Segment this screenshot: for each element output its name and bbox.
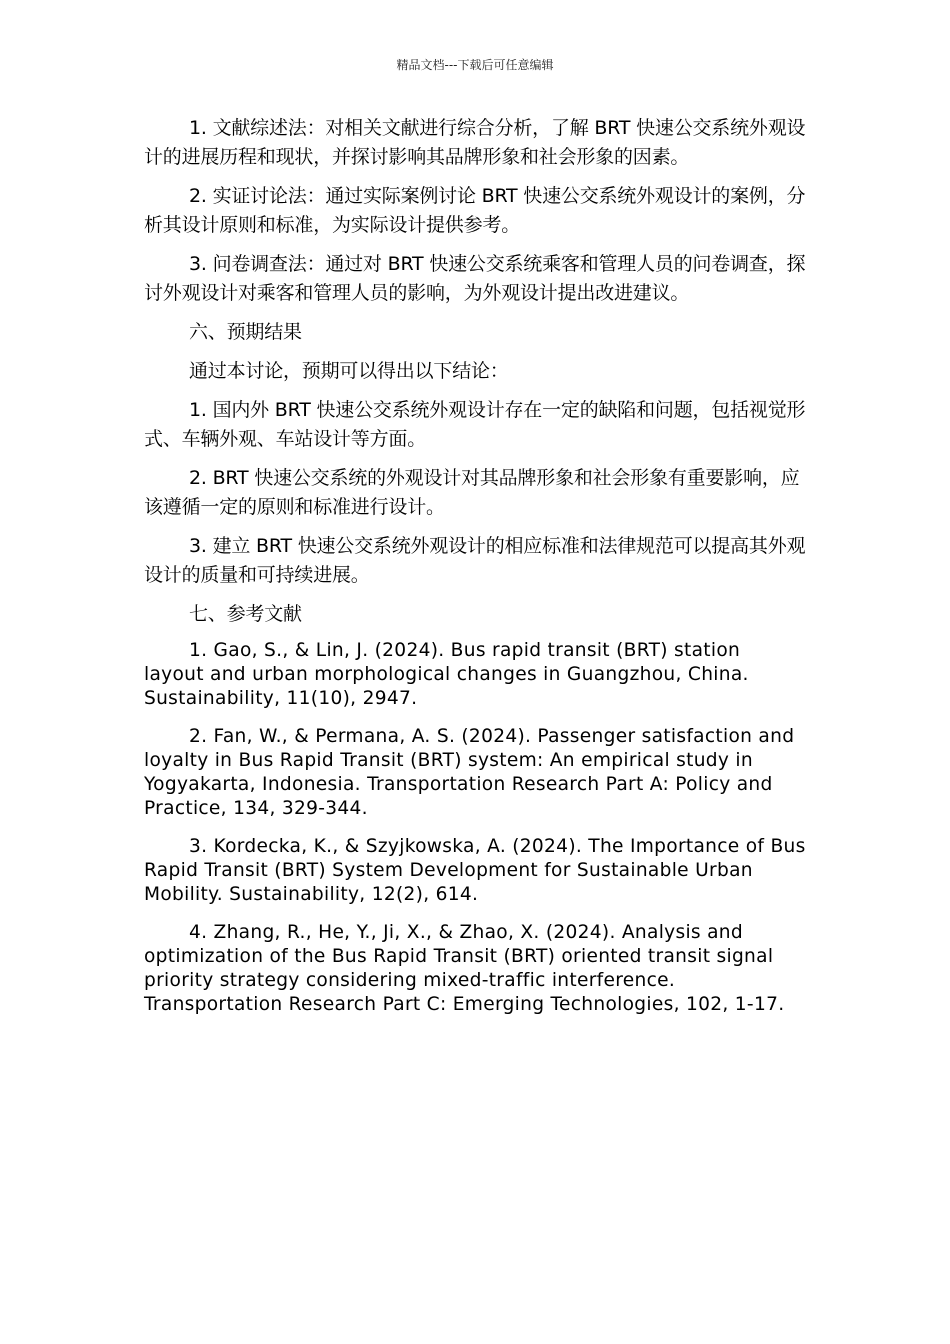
expected-results-intro: 通过本讨论，预期可以得出以下结论： bbox=[189, 359, 509, 382]
document-body bbox=[144, 114, 806, 1031]
conclusion-item-1: 1. 国内外 BRT 快速公交系统外观设计存在一定的缺陷和问题，包括视觉形式、车辆外观、车站设计等方面。 bbox=[144, 399, 806, 450]
section-heading-references: 七、参考文献 bbox=[189, 603, 302, 625]
conclusion-item-3: 3. 建立 BRT 快速公交系统外观设计的相应标准和法律规范可以提高其外观设计的质量和可持续进展。 bbox=[144, 535, 806, 586]
method-item-3: 3. 问卷调查法：通过对 BRT 快速公交系统乘客和管理人员的问卷调查，探讨外观设计对乘客和管理人员的影响，为外观设计提出改进建议。 bbox=[144, 253, 806, 304]
section-heading-expected-results: 六、预期结果 bbox=[189, 321, 302, 343]
method-item-2: 2. 实证讨论法：通过实际案例讨论 BRT 快速公交系统外观设计的案例，分析其设计原则和标准，为实际设计提供参考。 bbox=[144, 185, 806, 236]
method-item-1: 1. 文献综述法：对相关文献进行综合分析，了解 BRT 快速公交系统外观设计的进展历程和现状，并探讨影响其品牌形象和社会形象的因素。 bbox=[144, 117, 806, 168]
reference-item-1: 1. Gao, S., & Lin, J. (2024). Bus rapid transit (BRT) station layout and urban morphological changes in Guangzhou, China. Sustainability, 11(10), 2947. bbox=[144, 639, 749, 709]
reference-item-2: 2. Fan, W., & Permana, A. S. (2024). Passenger satisfaction and loyalty in Bus Rapid Transit (BRT) system: An empirical study in Yogyakarta, Indonesia. Transportation Research Part A: Policy and Practice, 134, 329-344. bbox=[144, 725, 795, 819]
conclusion-item-2: 2. BRT 快速公交系统的外观设计对其品牌形象和社会形象有重要影响，应该遵循一定的原则和标准进行设计。 bbox=[144, 467, 800, 518]
reference-item-4: 4. Zhang, R., He, Y., Ji, X., & Zhao, X. (2024). Analysis and optimization of the Bus Rapid Transit (BRT) oriented transit signal priority strategy considering mixed-traffic interference. Transportation Research Part C: Emerging Technologies, 102, 1-17. bbox=[144, 921, 785, 1015]
page-header: 精品文档---下载后可任意编辑 bbox=[396, 58, 554, 72]
reference-item-3: 3. Kordecka, K., & Szyjkowska, A. (2024). The Importance of Bus Rapid Transit (BRT) System Development for Sustainable Urban Mobility. Sustainability, 12(2), 614. bbox=[144, 835, 806, 905]
